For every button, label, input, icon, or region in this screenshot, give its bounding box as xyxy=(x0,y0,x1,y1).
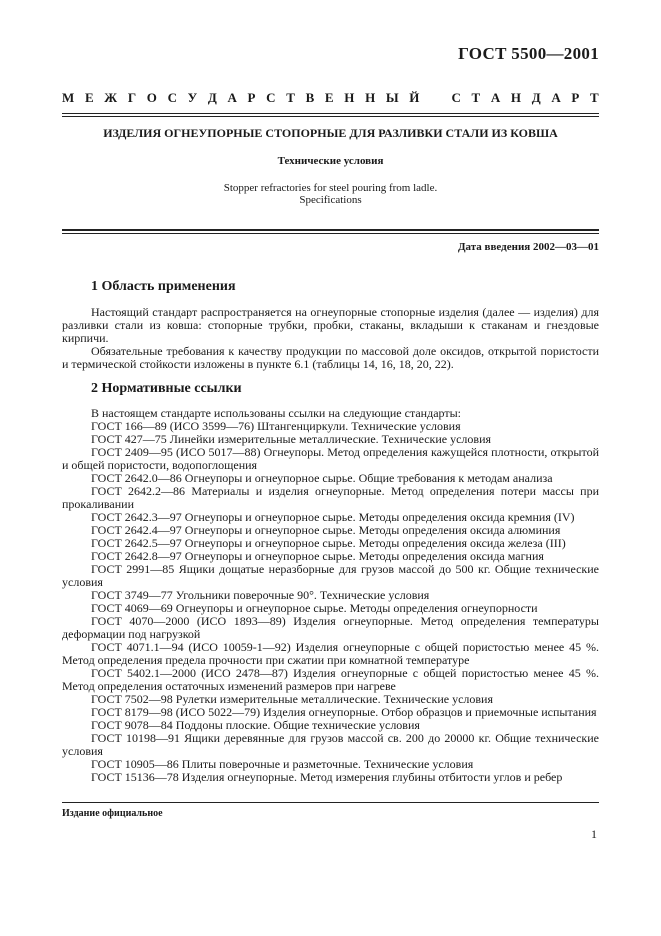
reference-item: ГОСТ 7502—98 Рулетки измерительные металлические. Технические условия xyxy=(91,692,493,706)
banner-letter: Ы xyxy=(385,90,399,105)
reference-item: ГОСТ 2642.0—86 Огнеупоры и огнеупорное сырье. Общие требования к методам анализа xyxy=(91,471,553,485)
banner-letter: Н xyxy=(365,90,376,105)
references-intro: В настоящем стандарте использованы ссылки на следующие стандарты: xyxy=(91,406,462,420)
banner-letter: Е xyxy=(84,90,94,105)
section-1-paragraph-2: Обязательные требования к качеству продукции по массовой доле оксидов, открытой пористости и термической стойкости изложены в пункте 6.1 (таблицы 14, 16, 18, 20, 22). xyxy=(62,344,599,371)
banner-letter: Р xyxy=(247,90,256,105)
english-title-line1: Stopper refractories for steel pouring from ladle. xyxy=(223,182,438,194)
banner-letter: М xyxy=(62,90,75,105)
reference-item: ГОСТ 4070—2000 (ИСО 1893—89) Изделия огнеупорные. Метод определения температуры деформации под нагрузкой xyxy=(62,614,599,641)
banner-letter: Д xyxy=(207,90,217,105)
page-number: 1 xyxy=(591,827,597,841)
banner-letter: Д xyxy=(531,90,541,105)
banner-letter: Н xyxy=(510,90,522,105)
banner-letter: Р xyxy=(571,90,580,105)
reference-item: ГОСТ 166—89 (ИСО 3599—76) Штангенциркули. Технические условия xyxy=(91,419,461,433)
banner-letter: Т xyxy=(471,90,481,105)
reference-item: ГОСТ 4069—69 Огнеупоры и огнеупорное сырье. Методы определения огнеупорности xyxy=(91,601,538,615)
banner-letter: А xyxy=(551,90,561,105)
header-rule-top xyxy=(62,113,599,114)
reference-item: ГОСТ 2991—85 Ящики дощатые неразборные для грузов массой до 500 кг. Общие технические условия xyxy=(62,562,599,589)
banner-letter: А xyxy=(490,90,501,105)
banner-letter: С xyxy=(167,90,177,105)
header-rule-bottom xyxy=(62,116,599,117)
reference-item: ГОСТ 15136—78 Изделия огнеупорные. Метод измерения глубины отбитости углов и ребер xyxy=(91,770,563,784)
english-title xyxy=(62,182,599,206)
references-items xyxy=(62,420,599,784)
banner-letter: У xyxy=(187,90,198,105)
reference-item: ГОСТ 427—75 Линейки измерительные металлические. Технические условия xyxy=(91,432,492,446)
interstate-standard-banner xyxy=(62,90,599,106)
reference-item: ГОСТ 2642.8—97 Огнеупоры и огнеупорное сырье. Методы определения оксида магния xyxy=(91,549,544,563)
document-title: ИЗДЕЛИЯ ОГНЕУПОРНЫЕ СТОПОРНЫЕ ДЛЯ РАЗЛИВКИ СТАЛИ ИЗ КОВША xyxy=(103,126,558,140)
banner-letter: В xyxy=(305,90,315,105)
reference-item: ГОСТ 10198—91 Ящики деревянные для грузов массой св. 200 до 20000 кг. Общие технические условия xyxy=(62,731,599,758)
english-title-line2: Specifications xyxy=(299,194,362,206)
official-edition-note: Издание официальное xyxy=(62,808,163,819)
reference-item: ГОСТ 5402.1—2000 (ИСО 2478—87) Изделия огнеупорные с общей пористостью менее 45 %. Метод определения остаточных изменений размеров при нагреве xyxy=(62,666,599,693)
section-2-heading: 2 Нормативные ссылки xyxy=(91,381,242,396)
reference-item: ГОСТ 4071.1—94 (ИСО 10059-1—92) Изделия огнеупорные с общей пористостью менее 45 %. Метод определения предела прочности при сжатии при комнатной температуре xyxy=(62,640,599,667)
normative-references-list xyxy=(62,407,599,784)
reference-item: ГОСТ 8179—98 (ИСО 5022—79) Изделия огнеупорные. Отбор образцов и приемочные испытания xyxy=(91,705,597,719)
banner-letter: А xyxy=(227,90,237,105)
banner-letter: Т xyxy=(286,90,295,105)
footer-rule xyxy=(62,802,599,803)
banner-letter: О xyxy=(146,90,157,105)
reference-item: ГОСТ 9078—84 Поддоны плоские. Общие технические условия xyxy=(91,718,420,732)
section-1-heading: 1 Область применения xyxy=(91,279,236,294)
reference-item: ГОСТ 2642.2—86 Материалы и изделия огнеупорные. Метод определения потери массы при прокаливании xyxy=(62,484,599,511)
document-subtitle: Технические условия xyxy=(277,155,384,167)
introduction-date: Дата введения 2002—03—01 xyxy=(457,241,599,253)
banner-letter: Г xyxy=(127,90,137,105)
title-rule-top xyxy=(62,229,599,231)
banner-letter: Н xyxy=(344,90,355,105)
reference-item: ГОСТ 2642.5—97 Огнеупоры и огнеупорное сырье. Методы определения оксида железа (III) xyxy=(91,536,566,550)
banner-letter: Й xyxy=(409,90,420,105)
banner-letter: Ж xyxy=(104,90,118,105)
banner-letter: С xyxy=(266,90,276,105)
banner-letter: С xyxy=(451,90,461,105)
section-1-paragraph-1: Настоящий стандарт распространяется на огнеупорные стопорные изделия (далее — изделия) для разливки стали из ковша: стопорные трубки, пробки, стаканы, вкладыши к стаканам и гнездовые кирпичи. xyxy=(62,305,599,345)
reference-item: ГОСТ 10905—86 Плиты поверочные и разметочные. Технические условия xyxy=(91,757,474,771)
reference-item: ГОСТ 2409—95 (ИСО 5017—88) Огнеупоры. Метод определения кажущейся плотности, открытой и общей пористости, водопоглощения xyxy=(62,445,599,472)
reference-item: ГОСТ 3749—77 Угольники поверочные 90°. Технические условия xyxy=(91,588,430,602)
title-rule-bottom xyxy=(62,233,599,234)
gost-code: ГОСТ 5500—2001 xyxy=(458,44,599,63)
reference-item: ГОСТ 2642.3—97 Огнеупоры и огнеупорное сырье. Методы определения оксида кремния (IV) xyxy=(91,510,575,524)
banner-letter: Е xyxy=(324,90,334,105)
reference-item: ГОСТ 2642.4—97 Огнеупоры и огнеупорное сырье. Методы определения оксида алюминия xyxy=(91,523,561,537)
banner-letter: Т xyxy=(590,90,599,105)
